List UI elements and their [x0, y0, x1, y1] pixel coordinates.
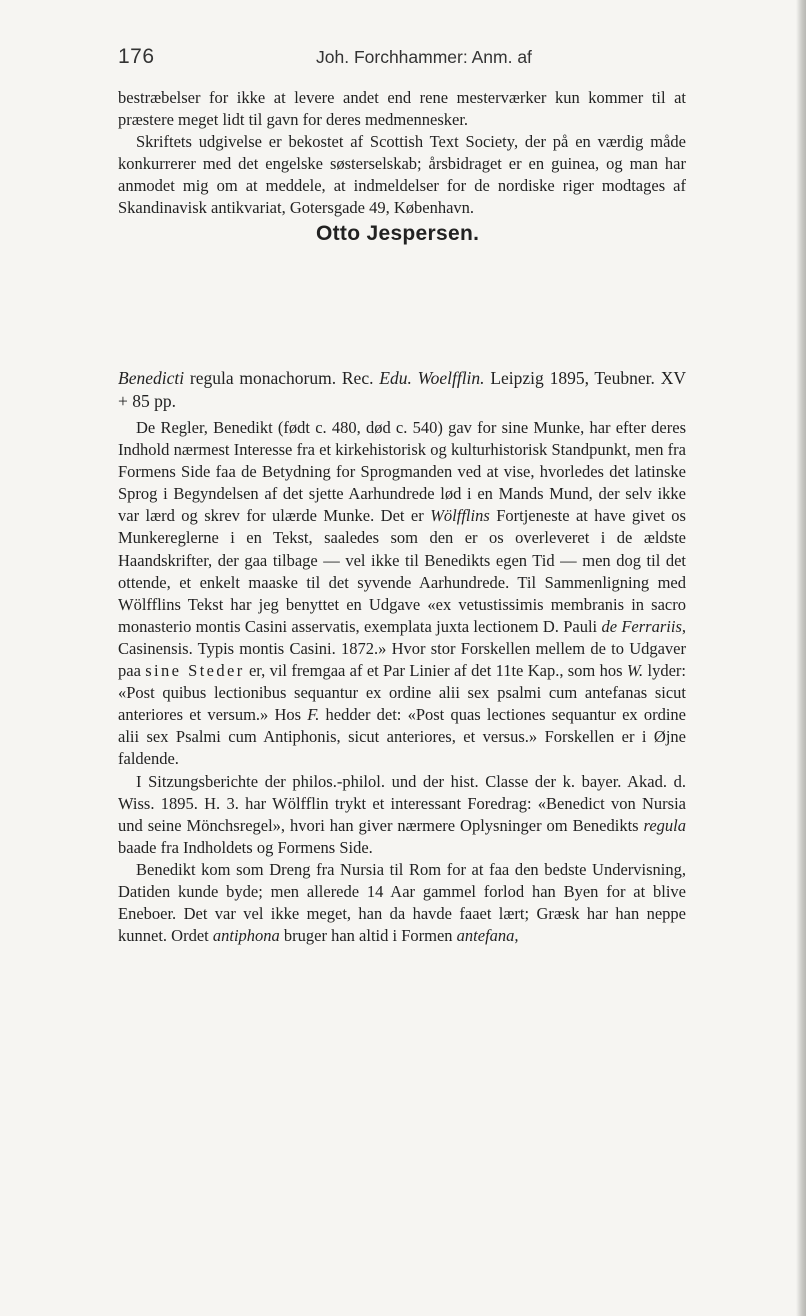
spaced-run: sine Steder	[145, 661, 245, 681]
text-run: baade fra Indholdets og Formens Side.	[118, 837, 373, 857]
text-run: Fortjeneste at have givet os Munkereglerne i en Tekst, saaledes som den er os overleveret i de ældste Haandskrifter, der gaa tilbage — vel ikke til Benedikts egen Tid — men dog til det ottende, et enkelt maaske til det syvende Aarhundrede. Til Sammenligning med Wölfflins Tekst har jeg benyttet en Udgave «ex vetustissimis membranis in sacro monasterio montis Casini asservatis, exemplata juxta lectionem D. Pauli	[118, 506, 686, 636]
review-title: regula monachorum. Rec.	[184, 368, 380, 388]
italic-run: de Ferrariis	[601, 616, 682, 636]
body-paragraph	[118, 417, 686, 771]
body-paragraph	[118, 859, 686, 947]
text-run: I Sitzungsberichte der philos.-philol. und der hist. Classe der k. bayer. Akad. d. Wiss. 1895. H. 3. har Wölfflin trykt et interessant Foredrag: «Benedict von Nursia und seine Mönchsregel», hvori han giver nærmere Oplysninger om Benedikts	[118, 771, 686, 835]
italic-run: F.	[307, 705, 320, 725]
text-run: er, vil fremgaa af et Par Linier af det 11te Kap., som hos	[244, 661, 627, 681]
text-run: lyder: «Post quibus lectionibus sequantur ex ordine alii sex psalmi cum antefanas sicut anteriores et versum.» Hos	[118, 661, 686, 725]
italic-run: Wölfflins	[430, 506, 490, 526]
running-head: Joh. Forchhammer: Anm. af	[316, 47, 532, 67]
review-title-italic: Benedicti	[118, 368, 185, 388]
intro-paragraph: Skriftets udgivelse er bekostet af Scottish Text Society, der på en værdig måde konkurrerer med det engelske søsterselskab; årsbidraget er en guinea, og man har anmodet mig om at meddele, at indmeldelser for de nordiske riger modtages af Skandinavisk antikvariat, Gotersgade 49, København.	[118, 132, 686, 218]
author-signature: Otto Jespersen.	[316, 222, 480, 245]
page-edge-shadow	[796, 0, 806, 1316]
italic-run: W.	[626, 661, 644, 681]
italic-run: antiphona	[212, 926, 280, 946]
text-run: , Casinensis. Typis montis Casini. 1872.» Hvor stor Forskellen mellem de to Udgaver paa	[118, 616, 686, 681]
body-paragraph	[118, 771, 686, 859]
intro-text	[118, 87, 686, 220]
review-heading	[118, 367, 686, 413]
text-run: bruger han altid i Formen	[279, 926, 457, 946]
italic-run: antefana,	[456, 926, 519, 946]
italic-run: regula	[643, 815, 686, 835]
intro-paragraph: bestræbelser for ikke at levere andet end rene mesterværker kun kommer til at præstere meget lidt til gavn for deres medmennesker.	[118, 88, 686, 130]
page-header	[118, 45, 678, 73]
text-run: hedder det: «Post quas lectiones sequantur ex ordine alii sex Psalmi cum Antiphonis, sicut anteriores, et versus.» Forskellen er i Øjne faldende.	[118, 705, 686, 769]
review-body	[118, 417, 686, 947]
text-run: De Regler, Benedikt (født c. 480, død c. 540) gav for sine Munke, har efter deres Indhold nærmest Interesse fra et kirkehistorisk og kulturhistorisk Standpunkt, men fra Formens Side faa de Betydning for Sprogmanden ved at vise, hvorledes det latinske Sprog i Begyndelsen af det sjette Aarhundrede lød i en Mands Mund, der selv ikke var lærd og skrev for ulærde Munke. Det er	[118, 418, 686, 526]
review-publication: Leipzig 1895, Teubner. XV + 85 pp.	[118, 368, 686, 411]
page-number: 176	[118, 45, 155, 68]
review-editor: Edu. Woelfflin.	[379, 368, 485, 388]
text-run: Benedikt kom som Dreng fra Nursia til Rom for at faa den bedste Undervisning, Datiden kunde byde; men allerede 14 Aar gammel forlod han Byen for at blive Eneboer. Det var vel ikke meget, han da havde faaet lært; Græsk har han neppe kunnet. Ordet	[118, 859, 686, 946]
